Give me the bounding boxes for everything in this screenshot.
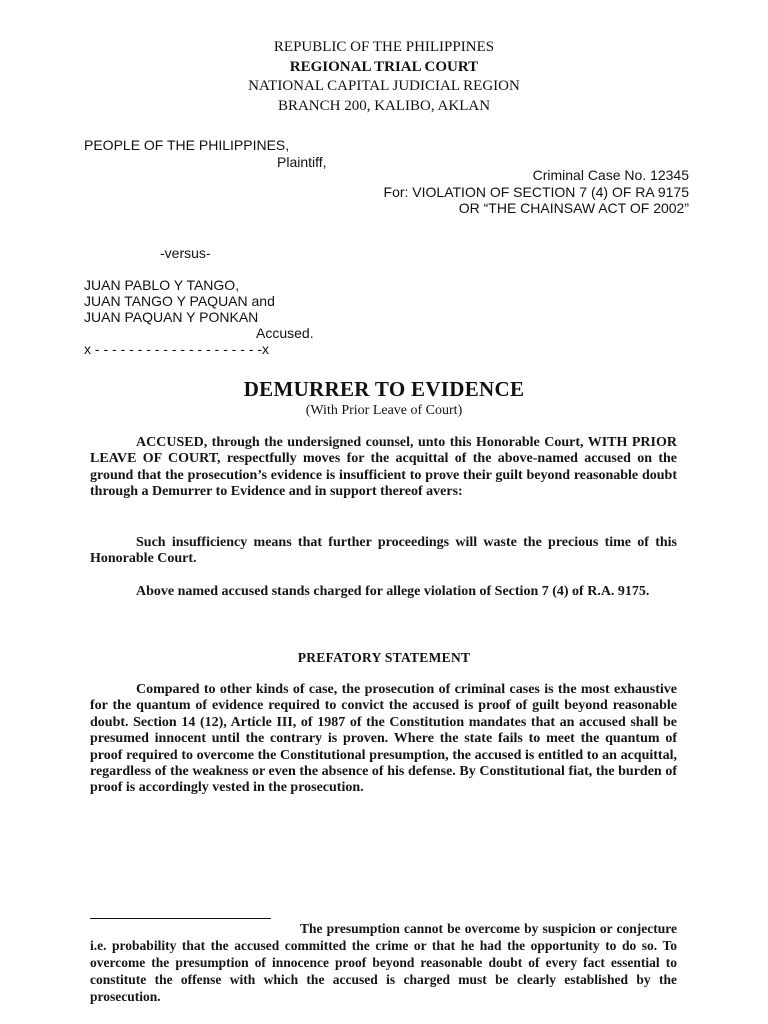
- plaintiff-name: PEOPLE OF THE PHILIPPINES,: [84, 137, 290, 153]
- court-header: [0, 38, 768, 116]
- plaintiff-role: Plaintiff,: [277, 154, 327, 170]
- header-court: REGIONAL TRIAL COURT: [289, 58, 479, 75]
- header-region: NATIONAL CAPITAL JUDICIAL REGION: [248, 78, 520, 94]
- accused-name-2: JUAN TANGO Y PAQUAN and: [84, 293, 275, 309]
- paragraph-1: [90, 435, 677, 501]
- header-republic: REPUBLIC OF THE PHILIPPINES: [273, 39, 495, 55]
- section-heading: PREFATORY STATEMENT: [297, 650, 471, 665]
- document-title: DEMURRER TO EVIDENCE: [243, 377, 525, 401]
- header-branch: BRANCH 200, KALIBO, AKLAN: [277, 97, 491, 114]
- accused-name-1: JUAN PABLO Y TANGO,: [84, 277, 240, 293]
- footnote-rule: [90, 918, 271, 919]
- caption-separator: x - - - - - - - - - - - - - - - - - - - -x: [84, 341, 270, 357]
- case-number: Criminal Case No. 12345: [532, 167, 689, 183]
- paragraph-1-text-a: , through the undersigned counsel, unto this Honorable Court,: [203, 435, 588, 450]
- paragraph-1-emphasis: WITH PRIOR LEAVE OF COURT: [90, 435, 677, 467]
- accused-name-3: JUAN PAQUAN Y PONKAN: [84, 309, 259, 325]
- footnote-text: The presumption cannot be overcome by suspicion or conjecture i.e. probability that the accused committed the crime or that he had the opportunity to do so. To overcome the presumption of innocence proof beyond reasonable doubt of every fact essential to constitute the offense with which the accused is charged must be clearly established by the prosecution.: [90, 921, 677, 1004]
- document-subtitle: (With Prior Leave of Court): [305, 403, 463, 418]
- paragraph-1-text-b: , respectfully moves for the acquittal of the above-named accused on the ground that the prosecution’s evidence is insufficient to prove their guilt beyond reasonable doubt through a Demurrer to Evidence and in support thereof avers:: [90, 451, 677, 500]
- accused-role: Accused.: [256, 325, 314, 341]
- case-charge-alias: OR “THE CHAINSAW ACT OF 2002”: [458, 200, 689, 216]
- paragraph-2: Such insufficiency means that further proceedings will waste the precious time of this Honorable Court.: [90, 535, 677, 567]
- section-body: Compared to other kinds of case, the prosecution of criminal cases is the most exhaustive for the quantum of evidence required to convict the accused is proof of guilt beyond reasonable doubt. Section 14 (12), Article III, of 1987 of the Constitution mandates that an accused shall be presumed innocent until the contrary is proven. Where the state fails to meet the quantum of proof required to overcome the Constitutional presumption, the accused is entitled to an acquittal, regardless of the weakness or even the absence of his defense. By Constitutional fiat, the burden of proof is accordingly vested in the prosecution.: [90, 682, 677, 796]
- case-charge: For: VIOLATION OF SECTION 7 (4) OF RA 9175: [383, 184, 689, 200]
- versus-label: -versus-: [160, 245, 211, 261]
- paragraph-1-lead: ACCUSED: [136, 435, 204, 450]
- paragraph-3: Above named accused stands charged for allege violation of Section 7 (4) of R.A. 9175.: [136, 584, 650, 599]
